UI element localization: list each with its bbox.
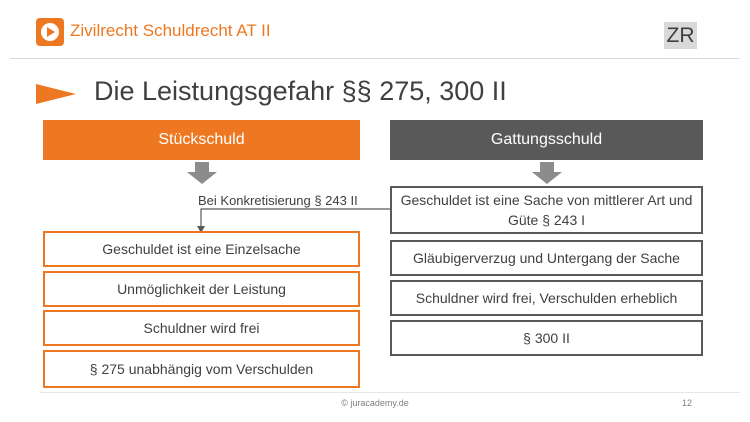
konkretisierung-note: Bei Konkretisierung § 243 II	[198, 193, 358, 208]
stueckschuld-item: Schuldner wird frei	[43, 310, 360, 346]
gattungsschuld-item: § 300 II	[390, 320, 703, 356]
footer-divider	[40, 392, 740, 393]
stueckschuld-item: § 275 unabhängig vom Verschulden	[43, 350, 360, 388]
subject-badge: ZR	[664, 22, 697, 49]
stueckschuld-heading: Stückschuld	[43, 120, 360, 160]
stueckschuld-item: Geschuldet ist eine Einzelsache	[43, 231, 360, 267]
course-title: Zivilrecht Schuldrecht AT II	[70, 21, 271, 40]
gattungsschuld-item: Schuldner wird frei, Verschulden erheblich	[390, 280, 703, 316]
slide-title: Die Leistungsgefahr §§ 275, 300 II	[94, 76, 507, 106]
gattungsschuld-item: Gläubigerverzug und Untergang der Sache	[390, 240, 703, 276]
gattungsschuld-heading: Gattungsschuld	[390, 120, 703, 160]
page-number: 12	[682, 398, 693, 408]
footer-copyright: © juracademy.de	[341, 398, 409, 408]
stueckschuld-item: Unmöglichkeit der Leistung	[43, 271, 360, 307]
gattungsschuld-item: Geschuldet ist eine Sache von mittlerer Art und Güte § 243 I	[390, 186, 703, 234]
